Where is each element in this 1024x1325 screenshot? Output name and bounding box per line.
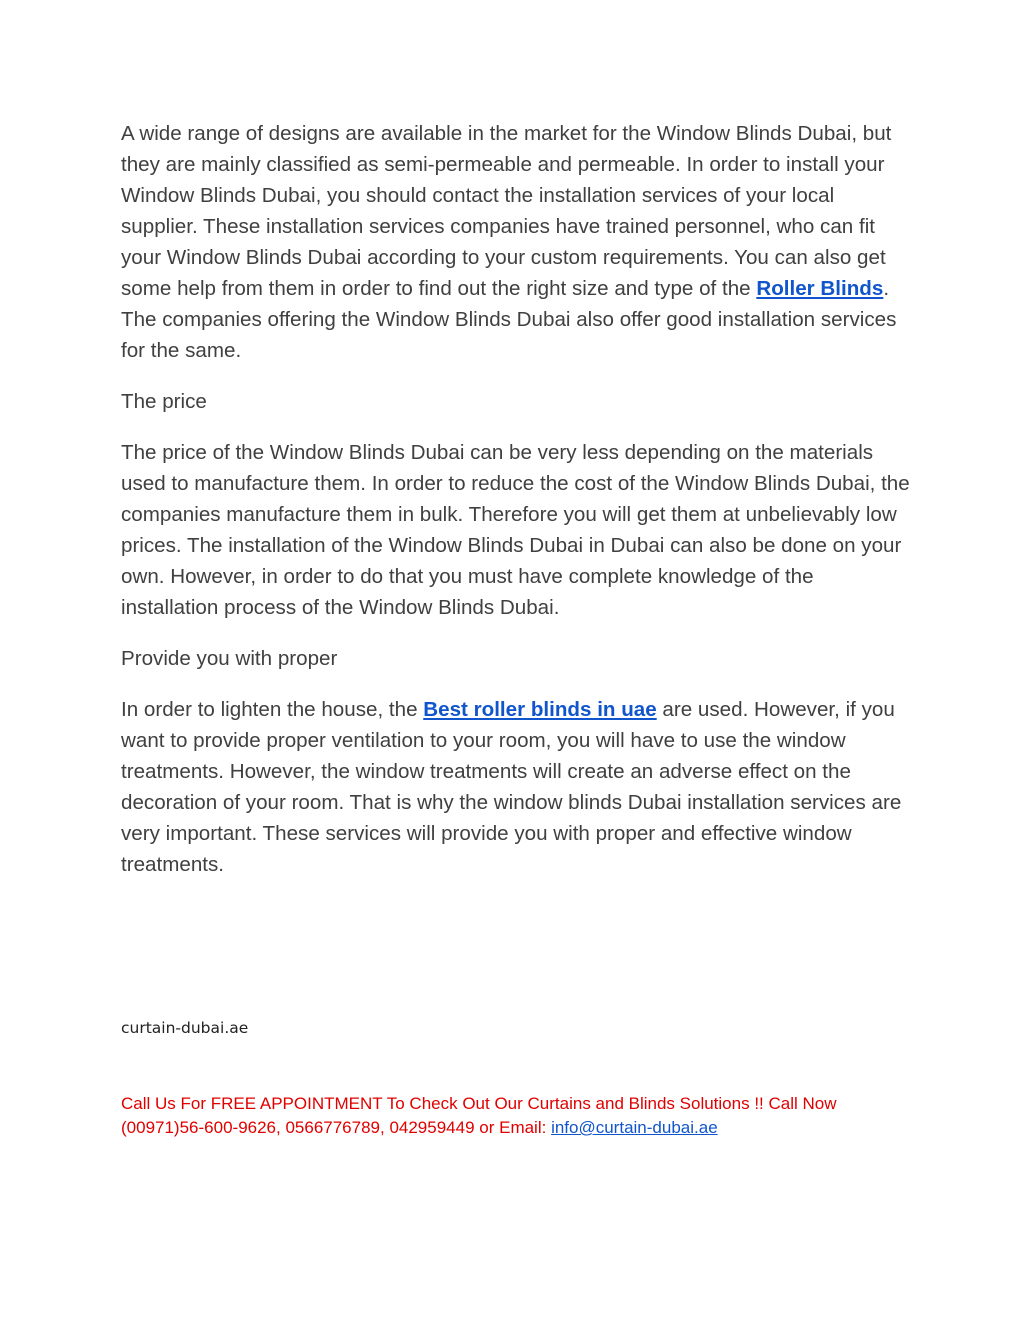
- proper-text: In order to lighten the house, the: [121, 698, 424, 721]
- call-to-action: [121, 1092, 921, 1140]
- proper-heading: Provide you with proper: [121, 647, 338, 670]
- proper-paragraph: [121, 694, 911, 880]
- best-roller-blinds-link[interactable]: Best roller blinds in uae: [423, 698, 657, 721]
- document-body: [121, 118, 911, 900]
- cta-text: Call Us For FREE APPOINTMENT To Check Out Our Curtains and Blinds Solutions !! Call Now (00971)56-600-9626, 0566776789, 042959449 or Email:: [121, 1094, 837, 1137]
- proper-text-end: are used. However, if you want to provide proper ventilation to your room, you will have to use the window treatments. However, the window treatments will create an adverse effect on the decoration of your room. That is why the window blinds Dubai installation services are very important. These services will provide you with proper and effective window treatments.: [121, 698, 902, 876]
- intro-text: A wide range of designs are available in the market for the Window Blinds Dubai, but they are mainly classified as semi-permeable and permeable. In order to install your Window Blinds Dubai, you should contact the installation services of your local supplier. These installation services companies have trained personnel, who can fit your Window Blinds Dubai according to your custom requirements. You can also get some help from them in order to find out the right size and type of the: [121, 122, 892, 300]
- site-name: curtain-dubai.ae: [121, 1019, 249, 1037]
- price-paragraph: The price of the Window Blinds Dubai can be very less depending on the materials used to manufacture them. In order to reduce the cost of the Window Blinds Dubai, the companies manufacture them in bulk. Therefore you will get them at unbelievably low prices. The installation of the Window Blinds Dubai in Dubai can also be done on your own. However, in order to do that you must have complete knowledge of the installation process of the Window Blinds Dubai.: [121, 441, 910, 619]
- price-heading: The price: [121, 390, 207, 413]
- intro-paragraph: [121, 118, 911, 366]
- intro-text-end: . The companies offering the Window Blinds Dubai also offer good installation services for the same.: [121, 277, 897, 362]
- roller-blinds-link[interactable]: Roller Blinds: [756, 277, 884, 300]
- email-link[interactable]: info@curtain-dubai.ae: [551, 1118, 718, 1137]
